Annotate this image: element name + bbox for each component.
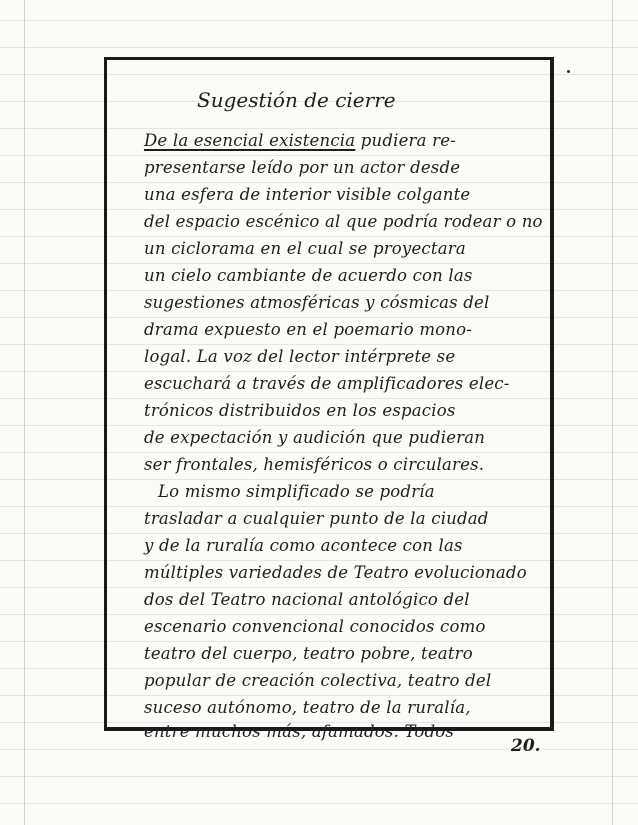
ruled-line [0, 776, 638, 777]
page-title: Sugestión de cierre [197, 88, 396, 112]
ruled-line [0, 47, 638, 48]
text-line: drama expuesto en el poemario mono- [144, 320, 473, 339]
text-line: sugestiones atmosféricas y cósmicas del [144, 293, 490, 312]
text-line: ser frontales, hemisféricos o circulares. [144, 455, 485, 474]
text-line: múltiples variedades de Teatro evolucionado [144, 563, 527, 582]
margin-line-left [24, 0, 25, 825]
text-line: una esfera de interior visible colgante [144, 185, 471, 204]
text-line: De la esencial existencia pudiera re- [144, 131, 456, 150]
text-line: teatro del cuerpo, teatro pobre, teatro [144, 644, 473, 663]
ruled-line [0, 749, 638, 750]
text-line: un ciclorama en el cual se proyectara [144, 239, 466, 258]
ink-dot [567, 70, 570, 73]
text-line: suceso autónomo, teatro de la ruralía, [144, 698, 471, 717]
text-line: trasladar a cualquier punto de la ciudad [144, 509, 489, 528]
margin-line-right [612, 0, 613, 825]
text-line: trónicos distribuidos en los espacios [144, 401, 456, 420]
text-line: popular de creación colectiva, teatro del [144, 671, 492, 690]
text-line: de expectación y audición que pudieran [144, 428, 486, 447]
text-line: presentarse leído por un actor desde [144, 158, 461, 177]
text-line: escuchará a través de amplificadores elec- [144, 374, 510, 393]
text-line: un cielo cambiante de acuerdo con las [144, 266, 473, 285]
underlined-phrase: De la esencial existencia [144, 131, 356, 150]
text-line: del espacio escénico al que podría rodear o no [144, 212, 543, 231]
text-line: Lo mismo simplificado se podría [158, 482, 435, 501]
text-line: logal. La voz del lector intérprete se [144, 347, 456, 366]
text-line: dos del Teatro nacional antológico del [144, 590, 470, 609]
text-line: escenario convencional conocidos como [144, 617, 486, 636]
text-line: entre muchos más, afamados. Todos [144, 722, 455, 741]
text-line: y de la ruralía como acontece con las [144, 536, 463, 555]
page-number: 20. [511, 736, 541, 756]
ruled-line [0, 20, 638, 21]
ruled-line [0, 803, 638, 804]
